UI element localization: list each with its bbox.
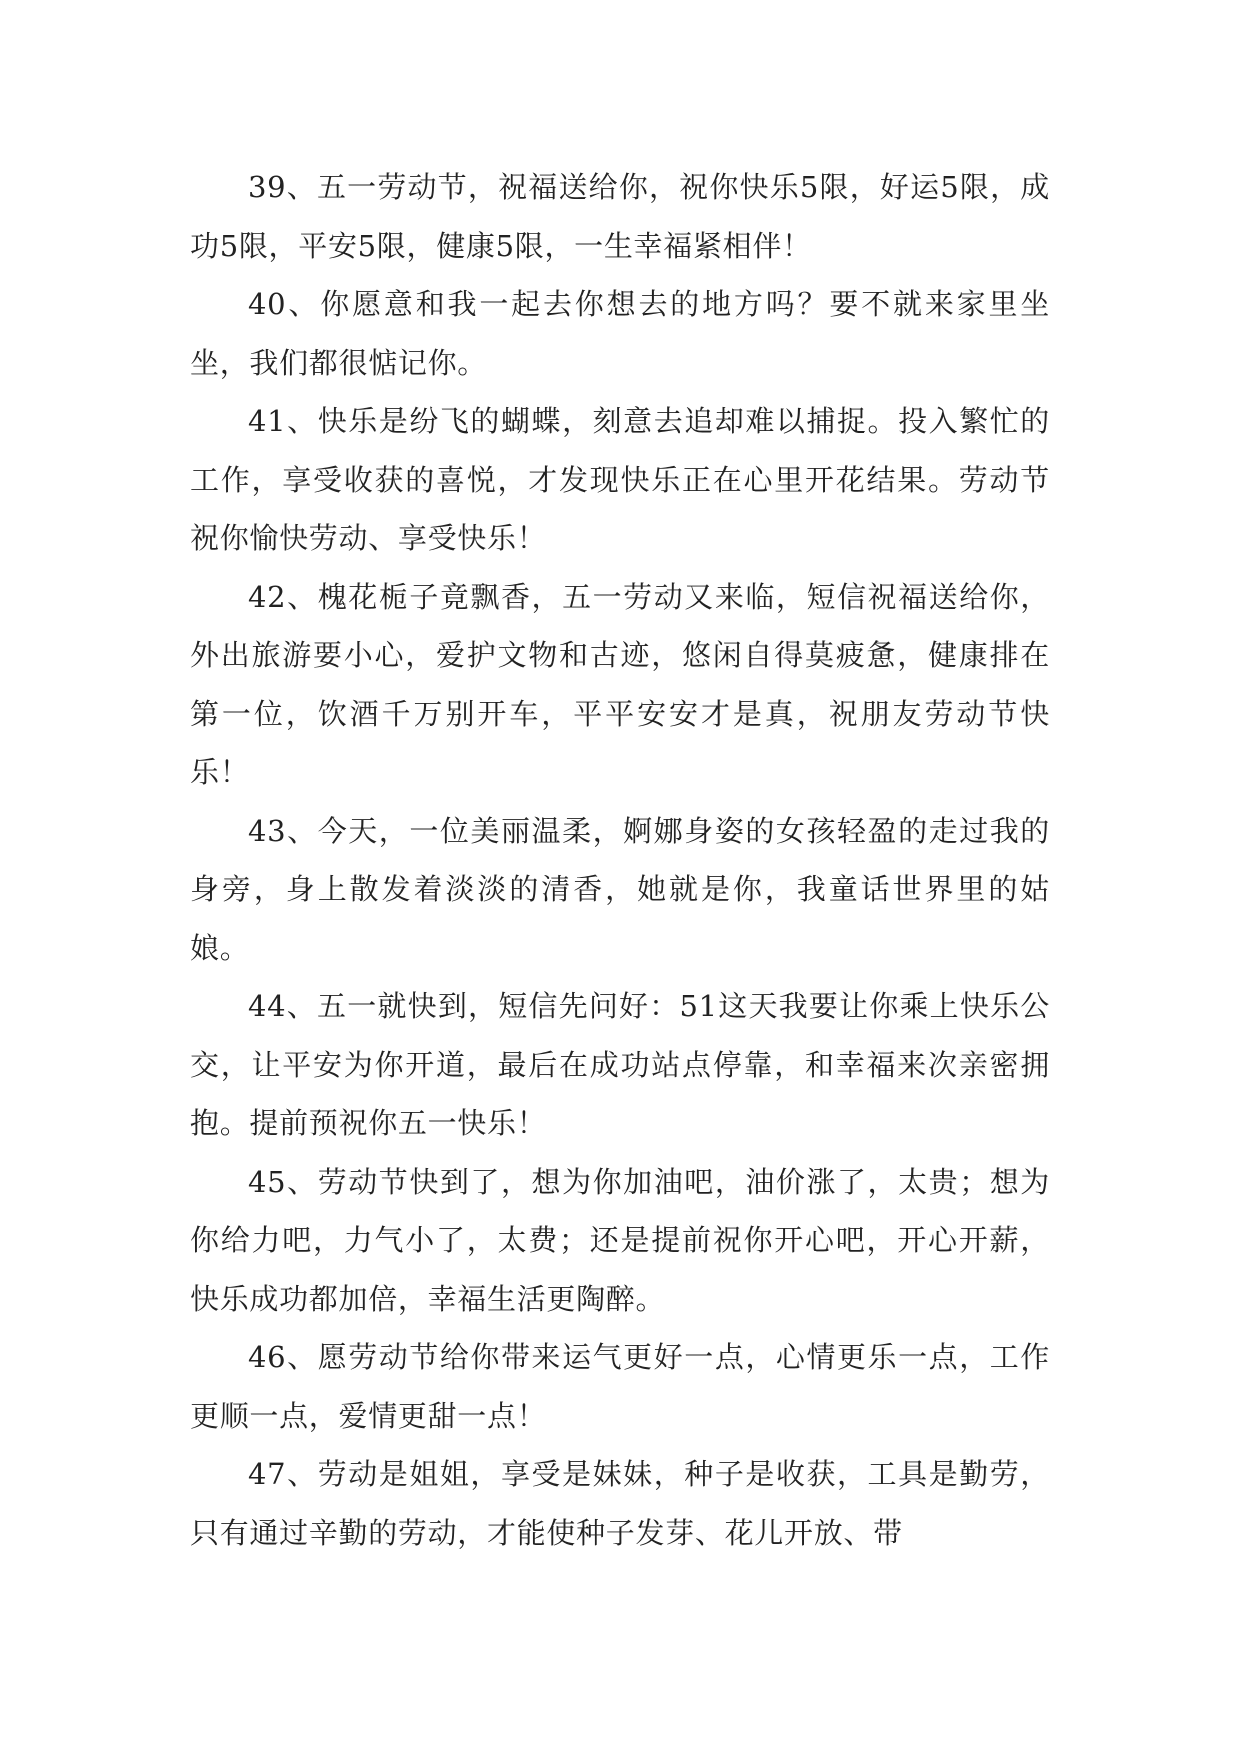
paragraph-39: 39、五一劳动节，祝福送给你，祝你快乐5限，好运5限，成功5限，平安5限，健康5限，一生幸福紧相伴！ [190,170,1050,263]
paragraph-44: 44、五一就快到，短信先问好：51这天我要让你乘上快乐公交，让平安为你开道，最后在成功站点停靠，和幸福来次亲密拥抱。提前预祝你五一快乐！ [190,989,1050,1140]
paragraph-47: 47、劳动是姐姐，享受是妹妹，种子是收获，工具是勤劳，只有通过辛勤的劳动，才能使种子发芽、花儿开放、带 [190,1457,1050,1550]
paragraph-45: 45、劳动节快到了，想为你加油吧，油价涨了，太贵；想为你给力吧，力气小了，太费；还是提前祝你开心吧，开心开薪，快乐成功都加倍，幸福生活更陶醉。 [190,1164,1050,1316]
paragraph-43: 43、今天，一位美丽温柔，婀娜身姿的女孩轻盈的走过我的身旁，身上散发着淡淡的清香，她就是你，我童话世界里的姑娘。 [190,813,1050,965]
document-body [190,158,1050,1562]
paragraph-42: 42、槐花栀子竟飘香，五一劳动又来临，短信祝福送给你，外出旅游要小心，爱护文物和古迹，悠闲自得莫疲惫，健康排在第一位，饮酒千万别开车，平平安安才是真，祝朋友劳动节快乐！ [190,579,1050,789]
paragraph-41: 41、快乐是纷飞的蝴蝶，刻意去追却难以捕捉。投入繁忙的工作，享受收获的喜悦，才发现快乐正在心里开花结果。劳动节祝你愉快劳动、享受快乐！ [190,404,1050,555]
paragraph-46: 46、愿劳动节给你带来运气更好一点，心情更乐一点，工作更顺一点，爱情更甜一点！ [190,1340,1050,1433]
paragraph-40: 40、你愿意和我一起去你想去的地方吗？要不就来家里坐坐，我们都很惦记你。 [190,287,1050,380]
